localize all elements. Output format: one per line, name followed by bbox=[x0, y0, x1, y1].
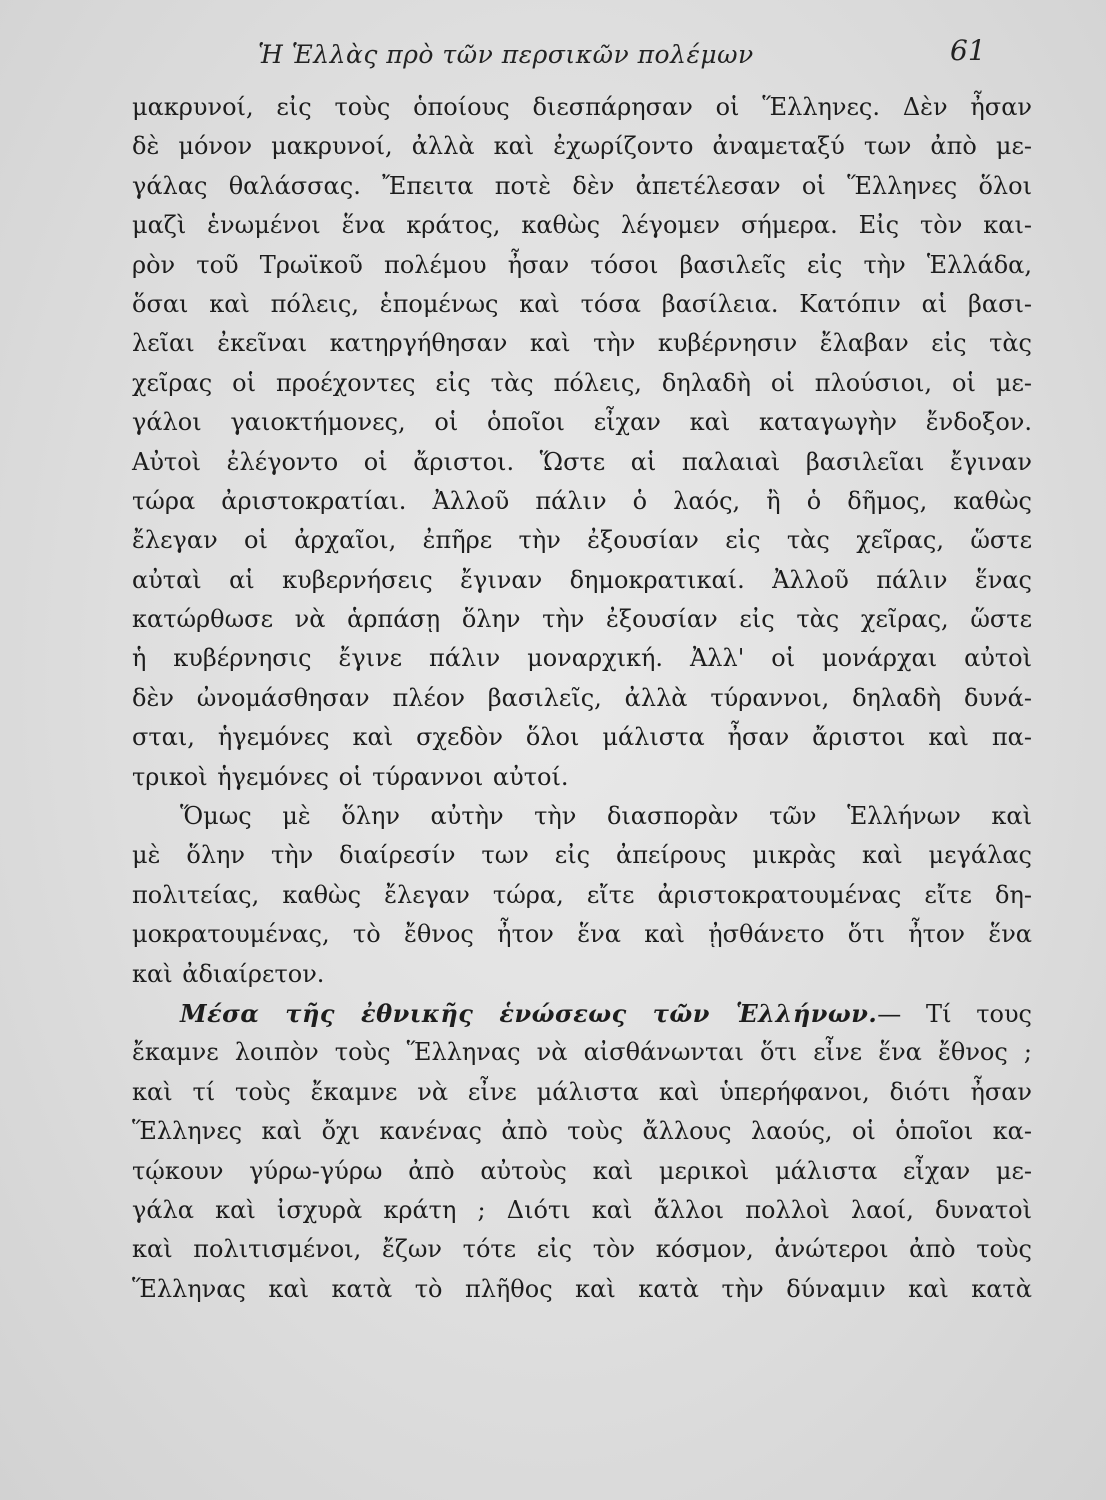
page-number: 61 bbox=[950, 34, 986, 67]
text-line: τῴκουν γύρω-γύρω ἀπὸ αὐτοὺς καὶ μερικοὶ μάλιστα εἶχαν με- bbox=[132, 1156, 1032, 1185]
text-line: μαζὶ ἑνωμένοι ἕνα κράτος, καθὼς λέγομεν σήμερα. Εἰς τὸν και- bbox=[132, 211, 1032, 240]
text-line: Αὐτοὶ ἐλέγοντο οἱ ἄριστοι. Ὥστε αἱ παλαιαὶ βασιλεῖαι ἔγιναν bbox=[132, 447, 1032, 476]
text-line: καὶ πολιτισμένοι, ἔζων τότε εἰς τὸν κόσμον, ἀνώτεροι ἀπὸ τοὺς bbox=[132, 1235, 1032, 1264]
text-line: γάλας θαλάσσας. Ἔπειτα ποτὲ δὲν ἀπετέλεσαν οἱ Ἕλληνες ὅλοι bbox=[132, 171, 1032, 200]
body-text bbox=[132, 88, 1032, 1309]
text-line: γάλα καὶ ἰσχυρὰ κράτη ; Διότι καὶ ἄλλοι πολλοὶ λαοί, δυνατοὶ bbox=[132, 1195, 1032, 1224]
section-first-line-rest: — Τί τους bbox=[877, 999, 1032, 1028]
text-line: ρὸν τοῦ Τρωϊκοῦ πολέμου ἦσαν τόσοι βασιλεῖς εἰς τὴν Ἑλλάδα, bbox=[132, 250, 1032, 279]
text-line: Ὅμως μὲ ὅλην αὐτὴν τὴν διασπορὰν τῶν Ἑλλήνων καὶ bbox=[180, 802, 1032, 831]
text-line: χεῖρας οἱ προέχοντες εἰς τὰς πόλεις, δηλαδὴ οἱ πλούσιοι, οἱ με- bbox=[132, 368, 1032, 397]
text-line: Ἕλληνες καὶ ὄχι κανένας ἀπὸ τοὺς ἄλλους λαούς, οἱ ὁποῖοι κα- bbox=[132, 1117, 1032, 1146]
section-first-line bbox=[132, 994, 1032, 1033]
text-line: καὶ τί τοὺς ἔκαμνε νὰ εἶνε μάλιστα καὶ ὑπερήφανοι, διότι ἦσαν bbox=[132, 1077, 1032, 1106]
text-line: δὲν ὠνομάσθησαν πλέον βασιλεῖς, ἀλλὰ τύραννοι, δηλαδὴ δυνά- bbox=[132, 683, 1032, 712]
text-line: σται, ἡγεμόνες καὶ σχεδὸν ὅλοι μάλιστα ἦσαν ἄριστοι καὶ πα- bbox=[132, 723, 1032, 752]
text-line: μὲ ὅλην τὴν διαίρεσίν των εἰς ἀπείρους μικρὰς καὶ μεγάλας bbox=[132, 841, 1032, 870]
text-line: ἡ κυβέρνησις ἔγινε πάλιν μοναρχική. Ἀλλ' οἱ μονάρχαι αὐτοὶ bbox=[132, 644, 1032, 673]
text-line: τρικοὶ ἡγεμόνες οἱ τύραννοι αὐτοί. bbox=[132, 762, 569, 791]
text-line: τώρα ἀριστοκρατίαι. Ἀλλοῦ πάλιν ὁ λαός, ἢ ὁ δῆμος, καθὼς bbox=[132, 486, 1032, 515]
section-heading: Μέσα τῆς ἐθνικῆς ἑνώσεως τῶν Ἑλλήνων. bbox=[180, 998, 878, 1028]
text-line: κατώρθωσε νὰ ἁρπάσῃ ὅλην τὴν ἐξουσίαν εἰς τὰς χεῖρας, ὥστε bbox=[132, 605, 1032, 634]
text-line: γάλοι γαιοκτήμονες, οἱ ὁποῖοι εἶχαν καὶ καταγωγὴν ἔνδοξον. bbox=[132, 408, 1032, 437]
text-line: δὲ μόνον μακρυνοί, ἀλλὰ καὶ ἐχωρίζοντο ἀναμεταξύ των ἀπὸ με- bbox=[132, 132, 1032, 161]
text-line: λεῖαι ἐκεῖναι κατηργήθησαν καὶ τὴν κυβέρνησιν ἔλαβαν εἰς τὰς bbox=[132, 329, 1032, 358]
text-line: μακρυνοί, εἰς τοὺς ὁποίους διεσπάρησαν οἱ Ἕλληνες. Δὲν ἦσαν bbox=[132, 93, 1032, 121]
text-line: ἔκαμνε λοιπὸν τοὺς Ἕλληνας νὰ αἰσθάνωνται ὅτι εἶνε ἕνα ἔθνος ; bbox=[132, 1038, 1032, 1067]
text-line: Ἕλληνας καὶ κατὰ τὸ πλῆθος καὶ κατὰ τὴν δύναμιν καὶ κατὰ bbox=[132, 1274, 1032, 1303]
text-line: καὶ ἀδιαίρετον. bbox=[132, 959, 325, 988]
text-line: αὐταὶ αἱ κυβερνήσεις ἔγιναν δημοκρατικαί. Ἀλλοῦ πάλιν ἕνας bbox=[132, 565, 1032, 594]
running-title: Ἡ Ἑλλὰς πρὸ τῶν περσικῶν πολέμων bbox=[258, 40, 754, 69]
text-line: μοκρατουμένας, τὸ ἔθνος ἦτον ἕνα καὶ ᾐσθάνετο ὅτι ἦτον ἕνα bbox=[132, 920, 1032, 949]
running-header bbox=[0, 34, 1106, 74]
text-line: ἔλεγαν οἱ ἀρχαῖοι, ἐπῆρε τὴν ἐξουσίαν εἰς τὰς χεῖρας, ὥστε bbox=[132, 526, 1032, 555]
text-line: ὅσαι καὶ πόλεις, ἑπομένως καὶ τόσα βασίλεια. Κατόπιν αἱ βασι- bbox=[132, 289, 1032, 318]
text-line: πολιτείας, καθὼς ἔλεγαν τώρα, εἴτε ἀριστοκρατουμένας εἴτε δη- bbox=[132, 880, 1032, 909]
